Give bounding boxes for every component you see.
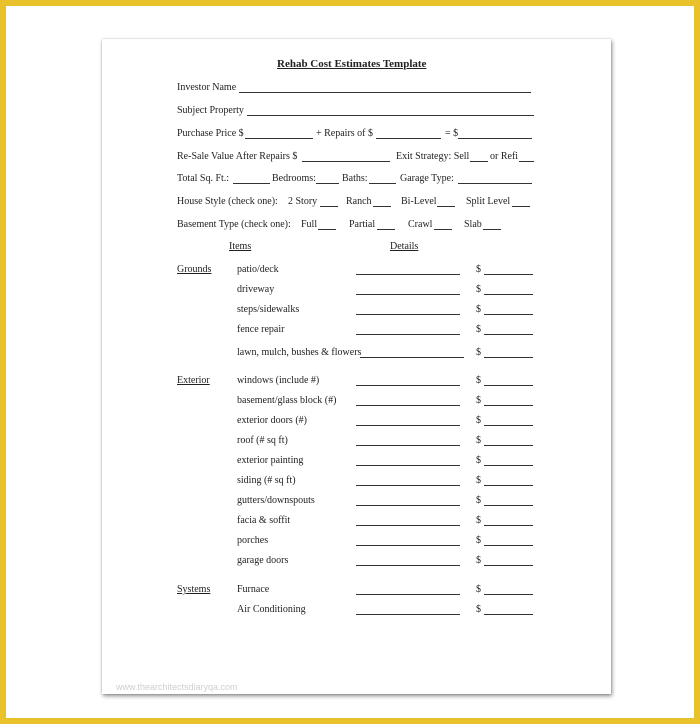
amount-line[interactable] bbox=[484, 545, 533, 546]
amount-line[interactable] bbox=[484, 485, 533, 486]
item-label: garage doors bbox=[237, 555, 289, 566]
baths-line[interactable] bbox=[369, 183, 396, 184]
amount-line[interactable] bbox=[484, 405, 533, 406]
house-option-split-level-line[interactable] bbox=[512, 206, 530, 207]
dollar-sign: $ bbox=[476, 415, 481, 426]
page-frame bbox=[6, 6, 694, 718]
investor-name-line[interactable] bbox=[239, 92, 531, 93]
details-line[interactable] bbox=[356, 405, 460, 406]
house-option-ranch: Ranch bbox=[346, 196, 372, 207]
item-label: driveway bbox=[237, 284, 275, 295]
items-column-header: Items bbox=[229, 241, 252, 252]
purchase-price-label: Purchase Price $ bbox=[177, 128, 244, 139]
amount-line[interactable] bbox=[484, 525, 533, 526]
dollar-sign: $ bbox=[476, 324, 481, 335]
document-title: Rehab Cost Estimates Template bbox=[277, 58, 427, 70]
baths-label: Baths: bbox=[342, 173, 368, 184]
amount-line[interactable] bbox=[484, 594, 533, 595]
house-option-bi-level-line[interactable] bbox=[437, 206, 455, 207]
details-line[interactable] bbox=[356, 545, 460, 546]
details-line[interactable] bbox=[356, 445, 460, 446]
basement-type-label: Basement Type (check one): bbox=[177, 219, 291, 230]
item-label: basement/glass block (#) bbox=[237, 395, 337, 406]
basement-option-crawl-line[interactable] bbox=[434, 229, 452, 230]
subject-property-label: Subject Property bbox=[177, 105, 244, 116]
house-option-bi-level: Bi-Level bbox=[401, 196, 437, 207]
amount-line[interactable] bbox=[484, 614, 533, 615]
item-label: fence repair bbox=[237, 324, 285, 335]
details-line[interactable] bbox=[360, 357, 464, 358]
resale-label: Re-Sale Value After Repairs $ bbox=[177, 151, 298, 162]
basement-option-slab: Slab bbox=[464, 219, 482, 230]
house-style-label: House Style (check one): bbox=[177, 196, 278, 207]
amount-line[interactable] bbox=[484, 385, 533, 386]
item-label: Furnace bbox=[237, 584, 270, 595]
repairs-label: + Repairs of $ bbox=[316, 128, 374, 139]
document-page bbox=[102, 39, 611, 694]
amount-line[interactable] bbox=[484, 314, 533, 315]
item-label: patio/deck bbox=[237, 264, 279, 275]
details-line[interactable] bbox=[356, 425, 460, 426]
item-label: roof (# sq ft) bbox=[237, 435, 288, 446]
house-option-2-story: 2 Story bbox=[288, 196, 318, 207]
repairs-line[interactable] bbox=[376, 138, 441, 139]
total-line[interactable] bbox=[458, 138, 532, 139]
dollar-sign: $ bbox=[476, 264, 481, 275]
details-line[interactable] bbox=[356, 525, 460, 526]
garage-type-label: Garage Type: bbox=[400, 173, 454, 184]
details-line[interactable] bbox=[356, 294, 460, 295]
amount-line[interactable] bbox=[484, 445, 533, 446]
dollar-sign: $ bbox=[476, 455, 481, 466]
dollar-sign: $ bbox=[476, 535, 481, 546]
total-sqft-label: Total Sq. Ft.: bbox=[177, 173, 230, 184]
details-line[interactable] bbox=[356, 385, 460, 386]
watermark: www.thearchitectsdiaryqa.com bbox=[116, 682, 238, 692]
dollar-sign: $ bbox=[476, 395, 481, 406]
total-sqft-line[interactable] bbox=[233, 183, 270, 184]
or-refi-label: or Refi bbox=[490, 151, 519, 162]
amount-line[interactable] bbox=[484, 505, 533, 506]
item-label: gutters/downspouts bbox=[237, 495, 315, 506]
basement-option-slab-line[interactable] bbox=[483, 229, 501, 230]
item-label: facia & soffit bbox=[237, 515, 291, 526]
bedrooms-label: Bedrooms: bbox=[272, 173, 316, 184]
dollar-sign: $ bbox=[476, 475, 481, 486]
details-line[interactable] bbox=[356, 314, 460, 315]
amount-line[interactable] bbox=[484, 565, 533, 566]
details-line[interactable] bbox=[356, 274, 460, 275]
details-line[interactable] bbox=[356, 485, 460, 486]
dollar-sign: $ bbox=[476, 584, 481, 595]
details-column-header: Details bbox=[390, 241, 419, 252]
details-line[interactable] bbox=[356, 594, 460, 595]
section-label: Grounds bbox=[177, 264, 212, 275]
item-label: siding (# sq ft) bbox=[237, 475, 296, 486]
dollar-sign: $ bbox=[476, 435, 481, 446]
dollar-sign: $ bbox=[476, 555, 481, 566]
item-label: steps/sidewalks bbox=[237, 304, 300, 315]
exit-refi-line[interactable] bbox=[519, 161, 534, 162]
dollar-sign: $ bbox=[476, 604, 481, 615]
amount-line[interactable] bbox=[484, 274, 533, 275]
purchase-price-line[interactable] bbox=[245, 138, 313, 139]
details-line[interactable] bbox=[356, 334, 460, 335]
item-label: Air Conditioning bbox=[237, 604, 306, 615]
dollar-sign: $ bbox=[476, 347, 481, 358]
dollar-sign: $ bbox=[476, 284, 481, 295]
exit-sell-line[interactable] bbox=[470, 161, 488, 162]
details-line[interactable] bbox=[356, 505, 460, 506]
item-label: exterior doors (#) bbox=[237, 415, 307, 426]
item-label: lawn, mulch, bushes & flowers bbox=[237, 347, 362, 358]
amount-line[interactable] bbox=[484, 425, 533, 426]
section-label: Exterior bbox=[177, 375, 210, 386]
basement-option-partial-line[interactable] bbox=[377, 229, 395, 230]
dollar-sign: $ bbox=[476, 515, 481, 526]
basement-option-crawl: Crawl bbox=[408, 219, 433, 230]
basement-option-partial: Partial bbox=[349, 219, 376, 230]
dollar-sign: $ bbox=[476, 304, 481, 315]
investor-name-label: Investor Name bbox=[177, 82, 237, 93]
house-option-ranch-line[interactable] bbox=[373, 206, 391, 207]
details-line[interactable] bbox=[356, 614, 460, 615]
details-line[interactable] bbox=[356, 465, 460, 466]
item-label: windows (include #) bbox=[237, 375, 320, 386]
amount-line[interactable] bbox=[484, 357, 533, 358]
amount-line[interactable] bbox=[484, 334, 533, 335]
garage-type-line[interactable] bbox=[458, 183, 532, 184]
bedrooms-line[interactable] bbox=[316, 183, 339, 184]
amount-line[interactable] bbox=[484, 465, 533, 466]
amount-line[interactable] bbox=[484, 294, 533, 295]
item-label: exterior painting bbox=[237, 455, 304, 466]
section-label: Systems bbox=[177, 584, 211, 595]
exit-strategy-label: Exit Strategy: Sell bbox=[396, 151, 470, 162]
item-label: porches bbox=[237, 535, 269, 546]
equals-label: = $ bbox=[445, 128, 459, 139]
house-option-split-level: Split Level bbox=[466, 196, 511, 207]
subject-property-line[interactable] bbox=[247, 115, 534, 116]
house-option-2-story-line[interactable] bbox=[320, 206, 338, 207]
resale-line[interactable] bbox=[302, 161, 390, 162]
details-line[interactable] bbox=[356, 565, 460, 566]
basement-option-full: Full bbox=[301, 219, 318, 230]
basement-option-full-line[interactable] bbox=[318, 229, 336, 230]
dollar-sign: $ bbox=[476, 495, 481, 506]
dollar-sign: $ bbox=[476, 375, 481, 386]
